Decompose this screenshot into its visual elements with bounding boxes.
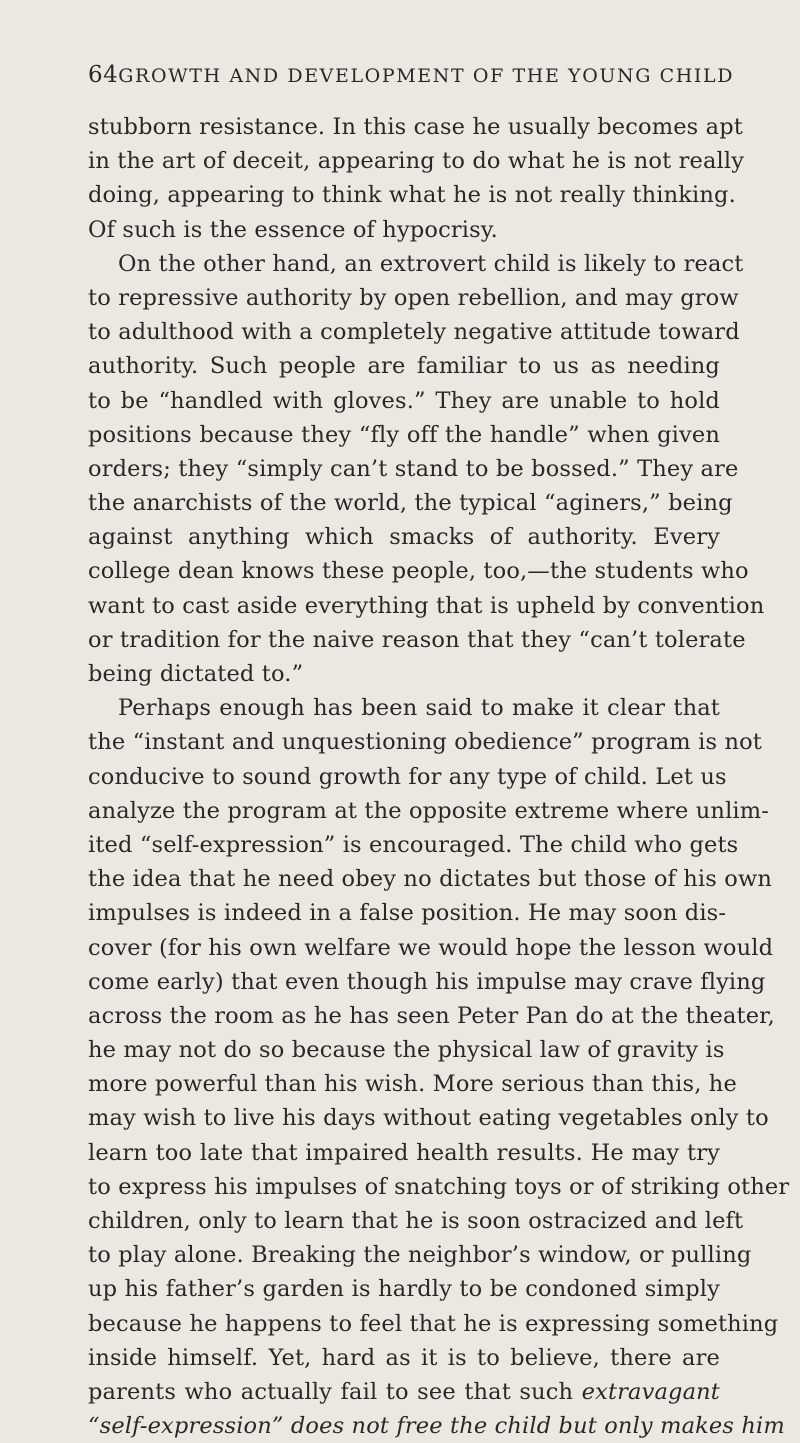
text-line: more powerful than his wish. More serious than this, he bbox=[88, 1071, 737, 1098]
text-line: against anything which smacks of authority. Every bbox=[88, 524, 720, 551]
text-line: to play alone. Breaking the neighbor’s window, or pulling bbox=[88, 1242, 752, 1269]
text-line: the idea that he need obey no dictates but those of his own bbox=[88, 866, 773, 893]
text-line: in the art of deceit, appearing to do what he is not really bbox=[88, 148, 745, 175]
text-line: being dictated to.” bbox=[88, 661, 304, 687]
text-line: doing, appearing to think what he is not really thinking. bbox=[88, 182, 736, 209]
text-line: to be “handled with gloves.” They are unable to hold bbox=[88, 387, 720, 414]
text-line: cover (for his own welfare we would hope the lesson would bbox=[88, 934, 774, 961]
text-line: orders; they “simply can’t stand to be bossed.” They are bbox=[88, 455, 739, 482]
text-line: the anarchists of the world, the typical “aginers,” being bbox=[88, 490, 733, 517]
text-line: to express his impulses of snatching toys or of striking other bbox=[88, 1173, 790, 1200]
text-line: stubborn resistance. In this case he usually becomes apt bbox=[88, 114, 743, 140]
text-line: authority. Such people are familiar to us as needing bbox=[88, 353, 720, 380]
text-line: children, only to learn that he is soon ostracized and left bbox=[88, 1208, 744, 1234]
text-line: or tradition for the naive reason that they “can’t tolerate bbox=[88, 626, 746, 653]
text-line: conducive to sound growth for any type of child. Let us bbox=[88, 763, 727, 790]
text-line: ited “self-expression” is encouraged. The child who gets bbox=[88, 831, 739, 858]
italic-line: “self-expression” does not free the child but only makes him bbox=[88, 1413, 785, 1440]
text-line: learn too late that impaired health results. He may try bbox=[88, 1139, 720, 1166]
text-line: Perhaps enough has been said to make it clear that bbox=[118, 695, 720, 722]
text-line: college dean knows these people, too,—the students who bbox=[88, 558, 749, 585]
text-line-mixed bbox=[88, 1375, 720, 1409]
text-line: impulses is indeed in a false position. He may soon dis- bbox=[88, 900, 727, 927]
text-line: may wish to live his days without eating vegetables only to bbox=[88, 1105, 769, 1132]
text-line: come early) that even though his impulse may crave flying bbox=[88, 968, 766, 995]
page-header bbox=[88, 62, 735, 94]
text-line: to adulthood with a completely negative attitude toward bbox=[88, 319, 740, 346]
italic-segment: extravagant bbox=[581, 1378, 720, 1405]
text-line: across the room as he has seen Peter Pan do at the theater, bbox=[88, 1002, 775, 1029]
text-line: because he happens to feel that he is expressing something bbox=[88, 1310, 779, 1337]
text-line: positions because they “fly off the handle” when given bbox=[88, 421, 720, 448]
text-line: analyze the program at the opposite extreme where unlim- bbox=[88, 797, 769, 824]
text-line: On the other hand, an extrovert child is likely to react bbox=[118, 250, 744, 277]
running-head: GROWTH AND DEVELOPMENT OF THE YOUNG CHILD bbox=[118, 65, 735, 87]
text-line: to repressive authority by open rebellion, and may grow bbox=[88, 284, 739, 311]
text-line: Of such is the essence of hypocrisy. bbox=[88, 216, 498, 243]
text-line: the “instant and unquestioning obedience” program is not bbox=[88, 729, 762, 756]
text-line: want to cast aside everything that is upheld by convention bbox=[88, 592, 765, 619]
text-segment: parents who actually fail to see that such bbox=[88, 1378, 582, 1405]
page-number: 64 bbox=[88, 62, 119, 88]
text-line: up his father’s garden is hardly to be condoned simply bbox=[88, 1276, 720, 1303]
text-line: inside himself. Yet, hard as it is to believe, there are bbox=[88, 1344, 720, 1371]
text-line: he may not do so because the physical law of gravity is bbox=[88, 1037, 725, 1064]
body-text bbox=[88, 110, 790, 1443]
